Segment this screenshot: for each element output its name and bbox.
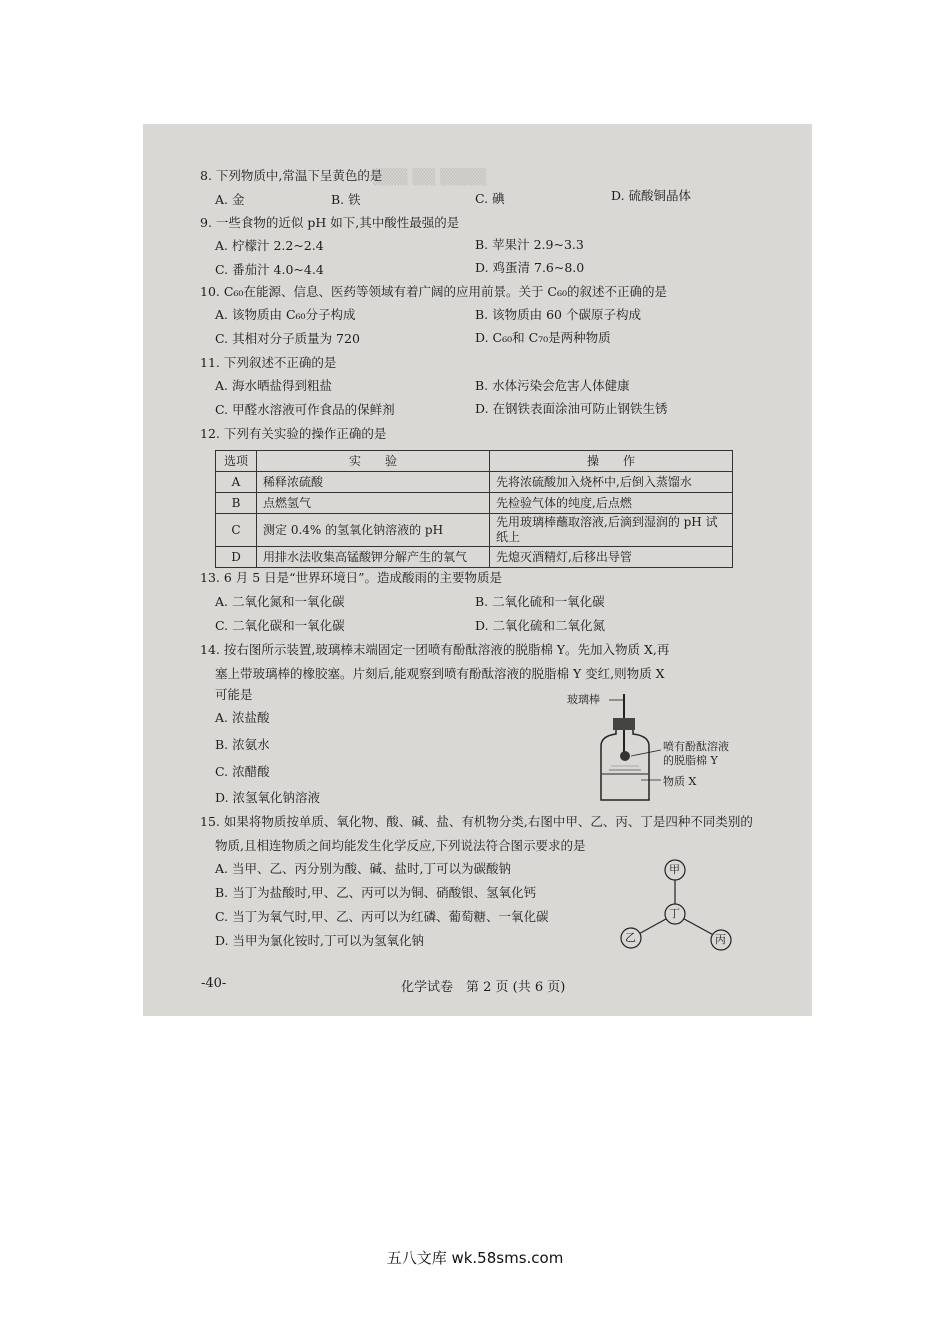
q11-option-d: D. 在钢铁表面涂油可防止钢铁生锈: [475, 401, 668, 416]
question-12-stem: 12. 下列有关实验的操作正确的是: [200, 426, 387, 441]
table-header-row: [216, 451, 733, 472]
q14-option-b: B. 浓氨水: [215, 737, 270, 752]
q14-option-a: A. 浓盐酸: [215, 710, 270, 725]
label-cotton-line2: 的脱脂棉 Y: [663, 754, 718, 767]
q14-option-c: C. 浓醋酸: [215, 764, 270, 779]
table-row: [216, 547, 733, 568]
question-15-stem-line1: 15. 如果将物质按单质、氧化物、酸、碱、盐、有机物分类,右图中甲、乙、丙、丁是四种不同类别的: [200, 814, 753, 829]
rubber-stopper: [613, 718, 635, 730]
table-cell: B: [216, 493, 257, 514]
question-14-stem-line3: 可能是: [215, 687, 253, 702]
node-label-bing: 丙: [715, 933, 726, 946]
bleed-through-text: ▒▒▒ ▒▒ ▒▒▒▒: [373, 168, 487, 186]
q15-option-a: A. 当甲、乙、丙分别为酸、碱、盐时,丁可以为碳酸钠: [215, 861, 511, 876]
q9-option-c: C. 番茄汁 4.0~4.4: [215, 262, 324, 277]
q11-option-c: C. 甲醛水溶液可作食品的保鲜剂: [215, 402, 395, 417]
page-number: -40-: [201, 976, 227, 991]
table-header-option: 选项: [216, 451, 257, 472]
node-label-yi: 乙: [625, 931, 636, 944]
q13-option-b: B. 二氧化硫和一氧化碳: [475, 594, 605, 609]
q8-option-a: A. 金: [215, 192, 245, 207]
table-cell: C: [216, 514, 257, 547]
table-cell: 先熄灭酒精灯,后移出导管: [490, 547, 733, 568]
table-cell: 先用玻璃棒蘸取溶液,后滴到湿润的 pH 试纸上: [490, 514, 733, 547]
q10-option-d: D. C₆₀和 C₇₀是两种物质: [475, 330, 611, 345]
q8-option-c: C. 碘: [475, 191, 505, 206]
scanned-exam-page: [143, 124, 812, 1016]
q10-option-a: A. 该物质由 C₆₀分子构成: [215, 307, 356, 322]
question-14-stem-line1: 14. 按右图所示装置,玻璃棒末端固定一团喷有酚酞溶液的脱脂棉 Y。先加入物质 X,再: [200, 642, 670, 657]
q9-option-d: D. 鸡蛋清 7.6~8.0: [475, 260, 585, 275]
table-row: [216, 472, 733, 493]
table-cell: 点燃氢气: [257, 493, 490, 514]
cotton-ball-y: [620, 751, 630, 761]
label-cotton-line1: 喷有酚酞溶液: [663, 740, 729, 753]
question-15-stem-line2: 物质,且相连物质之间均能发生化学反应,下列说法符合图示要求的是: [215, 838, 586, 853]
table-cell: A: [216, 472, 257, 493]
table-cell: 先检验气体的纯度,后点燃: [490, 493, 733, 514]
table-row: [216, 514, 733, 547]
table-cell: D: [216, 547, 257, 568]
question-9-stem: 9. 一些食物的近似 pH 如下,其中酸性最强的是: [200, 215, 460, 230]
experiment-table: [215, 450, 733, 568]
q13-option-c: C. 二氧化碳和一氧化碳: [215, 618, 345, 633]
site-caption: 五八文库 wk.58sms.com: [386, 1249, 564, 1267]
label-substance-x: 物质 X: [663, 775, 697, 788]
q15-option-c: C. 当丁为氧气时,甲、乙、丙可以为红磷、葡萄糖、一氧化碳: [215, 909, 549, 924]
q13-option-a: A. 二氧化氮和一氧化碳: [215, 594, 345, 609]
node-label-ding: 丁: [669, 907, 680, 920]
table-header-experiment: 实 验: [257, 451, 490, 472]
question-10-stem: 10. C₆₀在能源、信息、医药等领域有着广阔的应用前景。关于 C₆₀的叙述不正确的是: [200, 284, 667, 299]
q8-option-b: B. 铁: [331, 192, 361, 207]
question-14-stem-line2: 塞上带玻璃棒的橡胶塞。片刻后,能观察到喷有酚酞溶液的脱脂棉 Y 变红,则物质 X: [215, 666, 665, 681]
q15-option-d: D. 当甲为氯化铵时,丁可以为氢氧化钠: [215, 933, 424, 948]
question-11-stem: 11. 下列叙述不正确的是: [200, 355, 337, 370]
table-cell: 用排水法收集高锰酸钾分解产生的氧气: [257, 547, 490, 568]
page-footer-title: 化学试卷 第 2 页 (共 6 页): [401, 980, 566, 995]
q11-option-b: B. 水体污染会危害人体健康: [475, 378, 630, 393]
question-8-stem: 8. 下列物质中,常温下呈黄色的是: [200, 168, 383, 183]
q14-option-d: D. 浓氢氧化钠溶液: [215, 790, 321, 805]
node-label-jia: 甲: [669, 863, 680, 876]
q15-option-b: B. 当丁为盐酸时,甲、乙、丙可以为铜、硝酸银、氢氧化钙: [215, 885, 537, 900]
table-cell: 稀释浓硫酸: [257, 472, 490, 493]
q11-option-a: A. 海水晒盐得到粗盐: [215, 378, 332, 393]
q10-option-c: C. 其相对分子质量为 720: [215, 331, 360, 346]
q8-option-d: D. 硫酸铜晶体: [611, 188, 692, 203]
q9-option-b: B. 苹果汁 2.9~3.3: [475, 237, 584, 252]
table-cell: 测定 0.4% 的氢氧化钠溶液的 pH: [257, 514, 490, 547]
q13-option-d: D. 二氧化硫和二氧化氮: [475, 618, 606, 633]
table-header-operation: 操 作: [490, 451, 733, 472]
q9-option-a: A. 柠檬汁 2.2~2.4: [215, 238, 324, 253]
q10-option-b: B. 该物质由 60 个碳原子构成: [475, 307, 641, 322]
table-cell: 先将浓硫酸加入烧杯中,后倒入蒸馏水: [490, 472, 733, 493]
table-row: [216, 493, 733, 514]
question-13-stem: 13. 6 月 5 日是“世界环境日”。造成酸雨的主要物质是: [200, 570, 502, 585]
label-glass-rod: 玻璃棒: [567, 693, 600, 706]
